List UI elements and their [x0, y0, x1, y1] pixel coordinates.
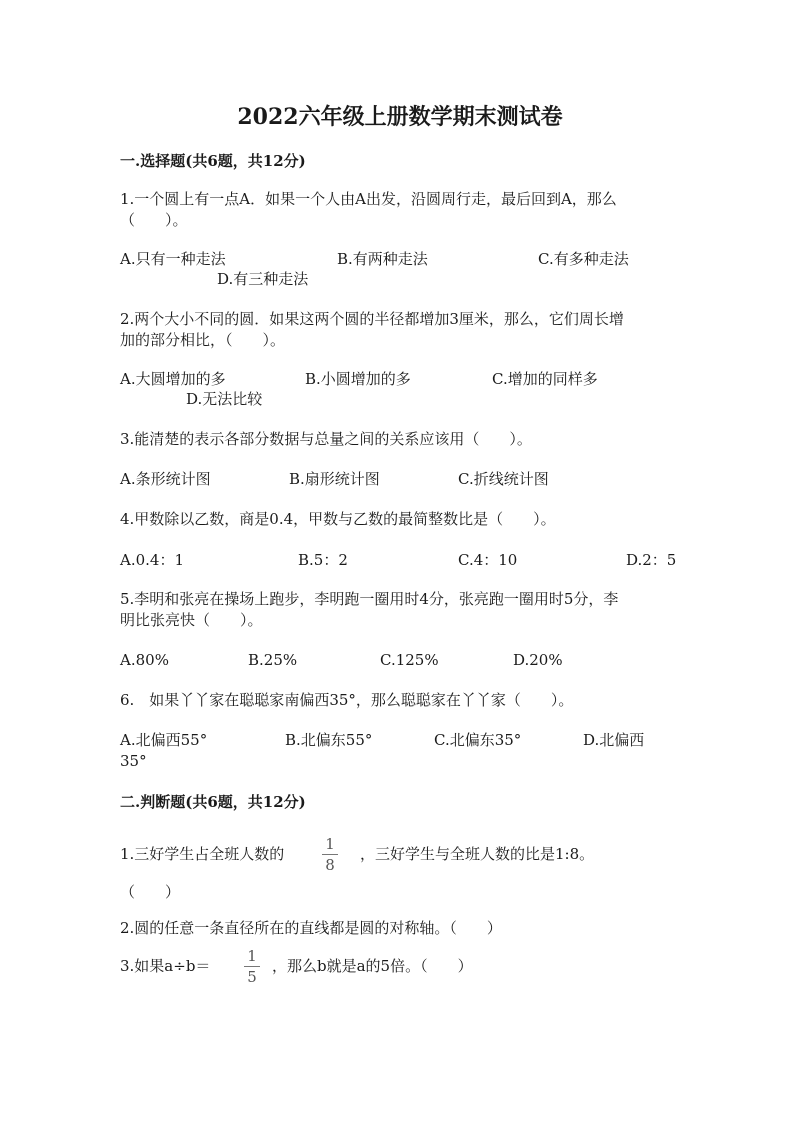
question-4-option-d: D.2：5	[626, 551, 677, 569]
question-4-line-1: 4.甲数除以乙数，商是0.4，甲数与乙数的最简整数比是（ ）。	[120, 510, 556, 528]
judgement-1-fraction	[320, 836, 340, 873]
question-2-option-c: C.增加的同样多	[492, 370, 598, 388]
question-5-line-1: 5.李明和张亮在操场上跑步，李明跑一圈用时4分，张亮跑一圈用时5分，李	[120, 590, 619, 608]
judgement-3-text-before: 3.如果a÷b＝	[120, 957, 211, 975]
question-1-option-b: B.有两种走法	[337, 250, 428, 268]
question-6-option-c: C.北偏东35°	[434, 731, 522, 749]
question-5-option-d: D.20%	[513, 651, 563, 669]
question-6-line-1: 6. 如果丫丫家在聪聪家南偏西35°，那么聪聪家在丫丫家（ ）。	[120, 691, 574, 709]
fraction-denominator: 5	[247, 968, 257, 986]
judgement-3-fraction	[242, 948, 262, 985]
question-3-option-b: B.扇形统计图	[289, 470, 380, 488]
judgement-2-text: 2.圆的任意一条直径所在的直线都是圆的对称轴。（ ）	[120, 919, 502, 937]
question-6-option-d-cont: 35°	[120, 752, 147, 770]
judgement-1-text-before: 1.三好学生占全班人数的	[120, 845, 285, 863]
question-3-line-1: 3.能清楚的表示各部分数据与总量之间的关系应该用（ ）。	[120, 430, 532, 448]
question-2-option-b: B.小圆增加的多	[305, 370, 411, 388]
question-5-line-2: 明比张亮快（ ）。	[120, 611, 263, 629]
fraction-bar	[322, 854, 338, 855]
fraction-numerator: 1	[247, 947, 257, 965]
question-2-line-1: 2.两个大小不同的圆．如果这两个圆的半径都增加3厘米，那么，它们周长增	[120, 310, 624, 328]
judgement-1-text-after: ，三好学生与全班人数的比是1:8。	[360, 845, 595, 863]
question-6-option-b: B.北偏东55°	[285, 731, 373, 749]
judgement-1-paren: （ ）	[120, 883, 181, 901]
fraction-numerator: 1	[325, 835, 335, 853]
question-4-option-a: A.0.4：1	[120, 551, 184, 569]
question-1-option-d: D.有三种走法	[217, 270, 309, 288]
question-1-option-c: C.有多种走法	[538, 250, 629, 268]
question-3-option-a: A.条形统计图	[120, 470, 211, 488]
fraction-bar	[244, 966, 260, 967]
question-1-line-1: 1.一个圆上有一点A．如果一个人由A出发，沿圆周行走，最后回到A，那么	[120, 190, 617, 208]
page-title: 2022六年级上册数学期末测试卷	[237, 104, 563, 130]
judgement-3-text-after: ，那么b就是a的5倍。（ ）	[272, 957, 473, 975]
question-2-option-d: D.无法比较	[186, 390, 263, 408]
section-heading-judgement: 二.判断题(共6题，共12分)	[120, 793, 306, 811]
question-3-option-c: C.折线统计图	[458, 470, 549, 488]
question-5-option-b: B.25%	[248, 651, 298, 669]
question-2-line-2: 加的部分相比，（ ）。	[120, 331, 286, 349]
fraction-denominator: 8	[325, 856, 335, 874]
question-6-option-d: D.北偏西	[583, 731, 645, 749]
section-heading-choice: 一.选择题(共6题，共12分)	[120, 152, 306, 170]
question-6-option-a: A.北偏西55°	[120, 731, 208, 749]
question-4-option-c: C.4：10	[458, 551, 518, 569]
question-5-option-a: A.80%	[120, 651, 169, 669]
question-2-option-a: A.大圆增加的多	[120, 370, 226, 388]
question-1-option-a: A.只有一种走法	[120, 250, 226, 268]
question-5-option-c: C.125%	[380, 651, 439, 669]
question-1-line-2: （ ）。	[120, 211, 188, 229]
question-4-option-b: B.5：2	[298, 551, 348, 569]
